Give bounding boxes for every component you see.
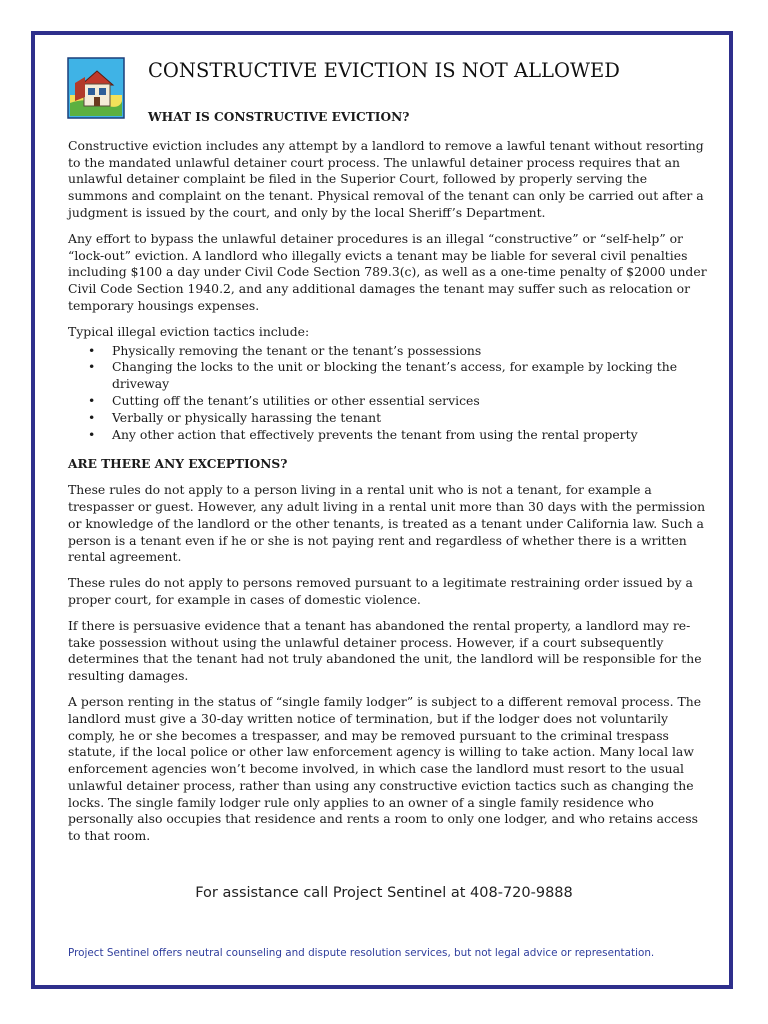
tactics-intro: Typical illegal eviction tactics include: [68,323,310,339]
paragraph: These rules do not apply to a person living in a rental unit who is not a tenant, for example a trespasser or guest. However, any adult living in a rental unit more than 30 days with the permission or knowledge of the landlord or the other tenants, is treated as a tenant under California law. Such a person is a tenant even if he or she is not paying rent and regardless of whether there is a written rental agreement. [68,482,706,565]
list-item: • Any other action that effectively prevents the tenant from using the rental property [112,427,710,444]
list-item: • Cutting off the tenant’s utilities or other essential services [112,393,710,410]
document-body [68,105,710,854]
paragraph: Constructive eviction includes any attempt by a landlord to remove a lawful tenant without resorting to the mandated unlawful detainer court process. The unlawful detainer process requires that an unlawful detainer complaint be filed in the Superior Court, followed by properly serving the summons and complaint on the tenant. Physical removal of the tenant can only be carried out after a judgment is issued by the court, and only by the local Sheriff’s Department. [68,137,704,220]
page-title: CONSTRUCTIVE EVICTION IS NOT ALLOWED [148,59,620,82]
list-item: • Changing the locks to the unit or blocking the tenant’s access, for example by locking the driveway [112,359,710,393]
section-heading-exceptions: ARE THERE ANY EXCEPTIONS? [68,457,288,472]
paragraph: These rules do not apply to persons removed pursuant to a legitimate restraining order issued by a proper court, for example in cases of domestic violence. [68,575,693,607]
paragraph: A person renting in the status of “single family lodger” is subject to a different removal process. The landlord must give a 30-day written notice of termination, but if the lodger does not voluntarily comply, he or she becomes a trespasser, and may be removed pursuant to the criminal trespass statute, if the local police or other law enforcement agency is willing to take action. Many local law enforcement agencies won’t become involved, in which case the landlord must resort to the usual unlawful detainer process, rather than using any constructive eviction tactics such as changing the locks. The single family lodger rule only applies to an owner of a single family residence who personally also occupies that residence and rents a room to only one lodger, and who retains access to that room. [68,693,702,844]
list-item: • Verbally or physically harassing the tenant [112,410,710,427]
list-item: • Physically removing the tenant or the tenant’s possessions [112,343,710,360]
assistance-line: For assistance call Project Sentinel at 408-720-9888 [195,885,573,901]
paragraph: Any effort to bypass the unlawful detainer procedures is an illegal “constructive” or “self-help” or “lock-out” eviction. A landlord who illegally evicts a tenant may be liable for several civil penalties including $100 a day under Civil Code Section 789.3(c), as well as a one-time penalty of $2000 under Civil Code Section 1940.2, and any additional damages the tenant may suffer such as relocation or temporary housings expenses. [68,230,707,313]
paragraph: If there is persuasive evidence that a tenant has abandoned the rental property, a landlord may re-take possession without using the unlawful detainer process. However, if a court subsequently determines that the tenant had not truly abandoned the unit, the landlord will be responsible for the resulting damages. [68,617,702,684]
section-heading-what: WHAT IS CONSTRUCTIVE EVICTION? [148,110,410,124]
disclaimer: Project Sentinel offers neutral counseling and dispute resolution services, but not legal advice or representation. [68,947,655,959]
tactics-list [68,343,710,444]
